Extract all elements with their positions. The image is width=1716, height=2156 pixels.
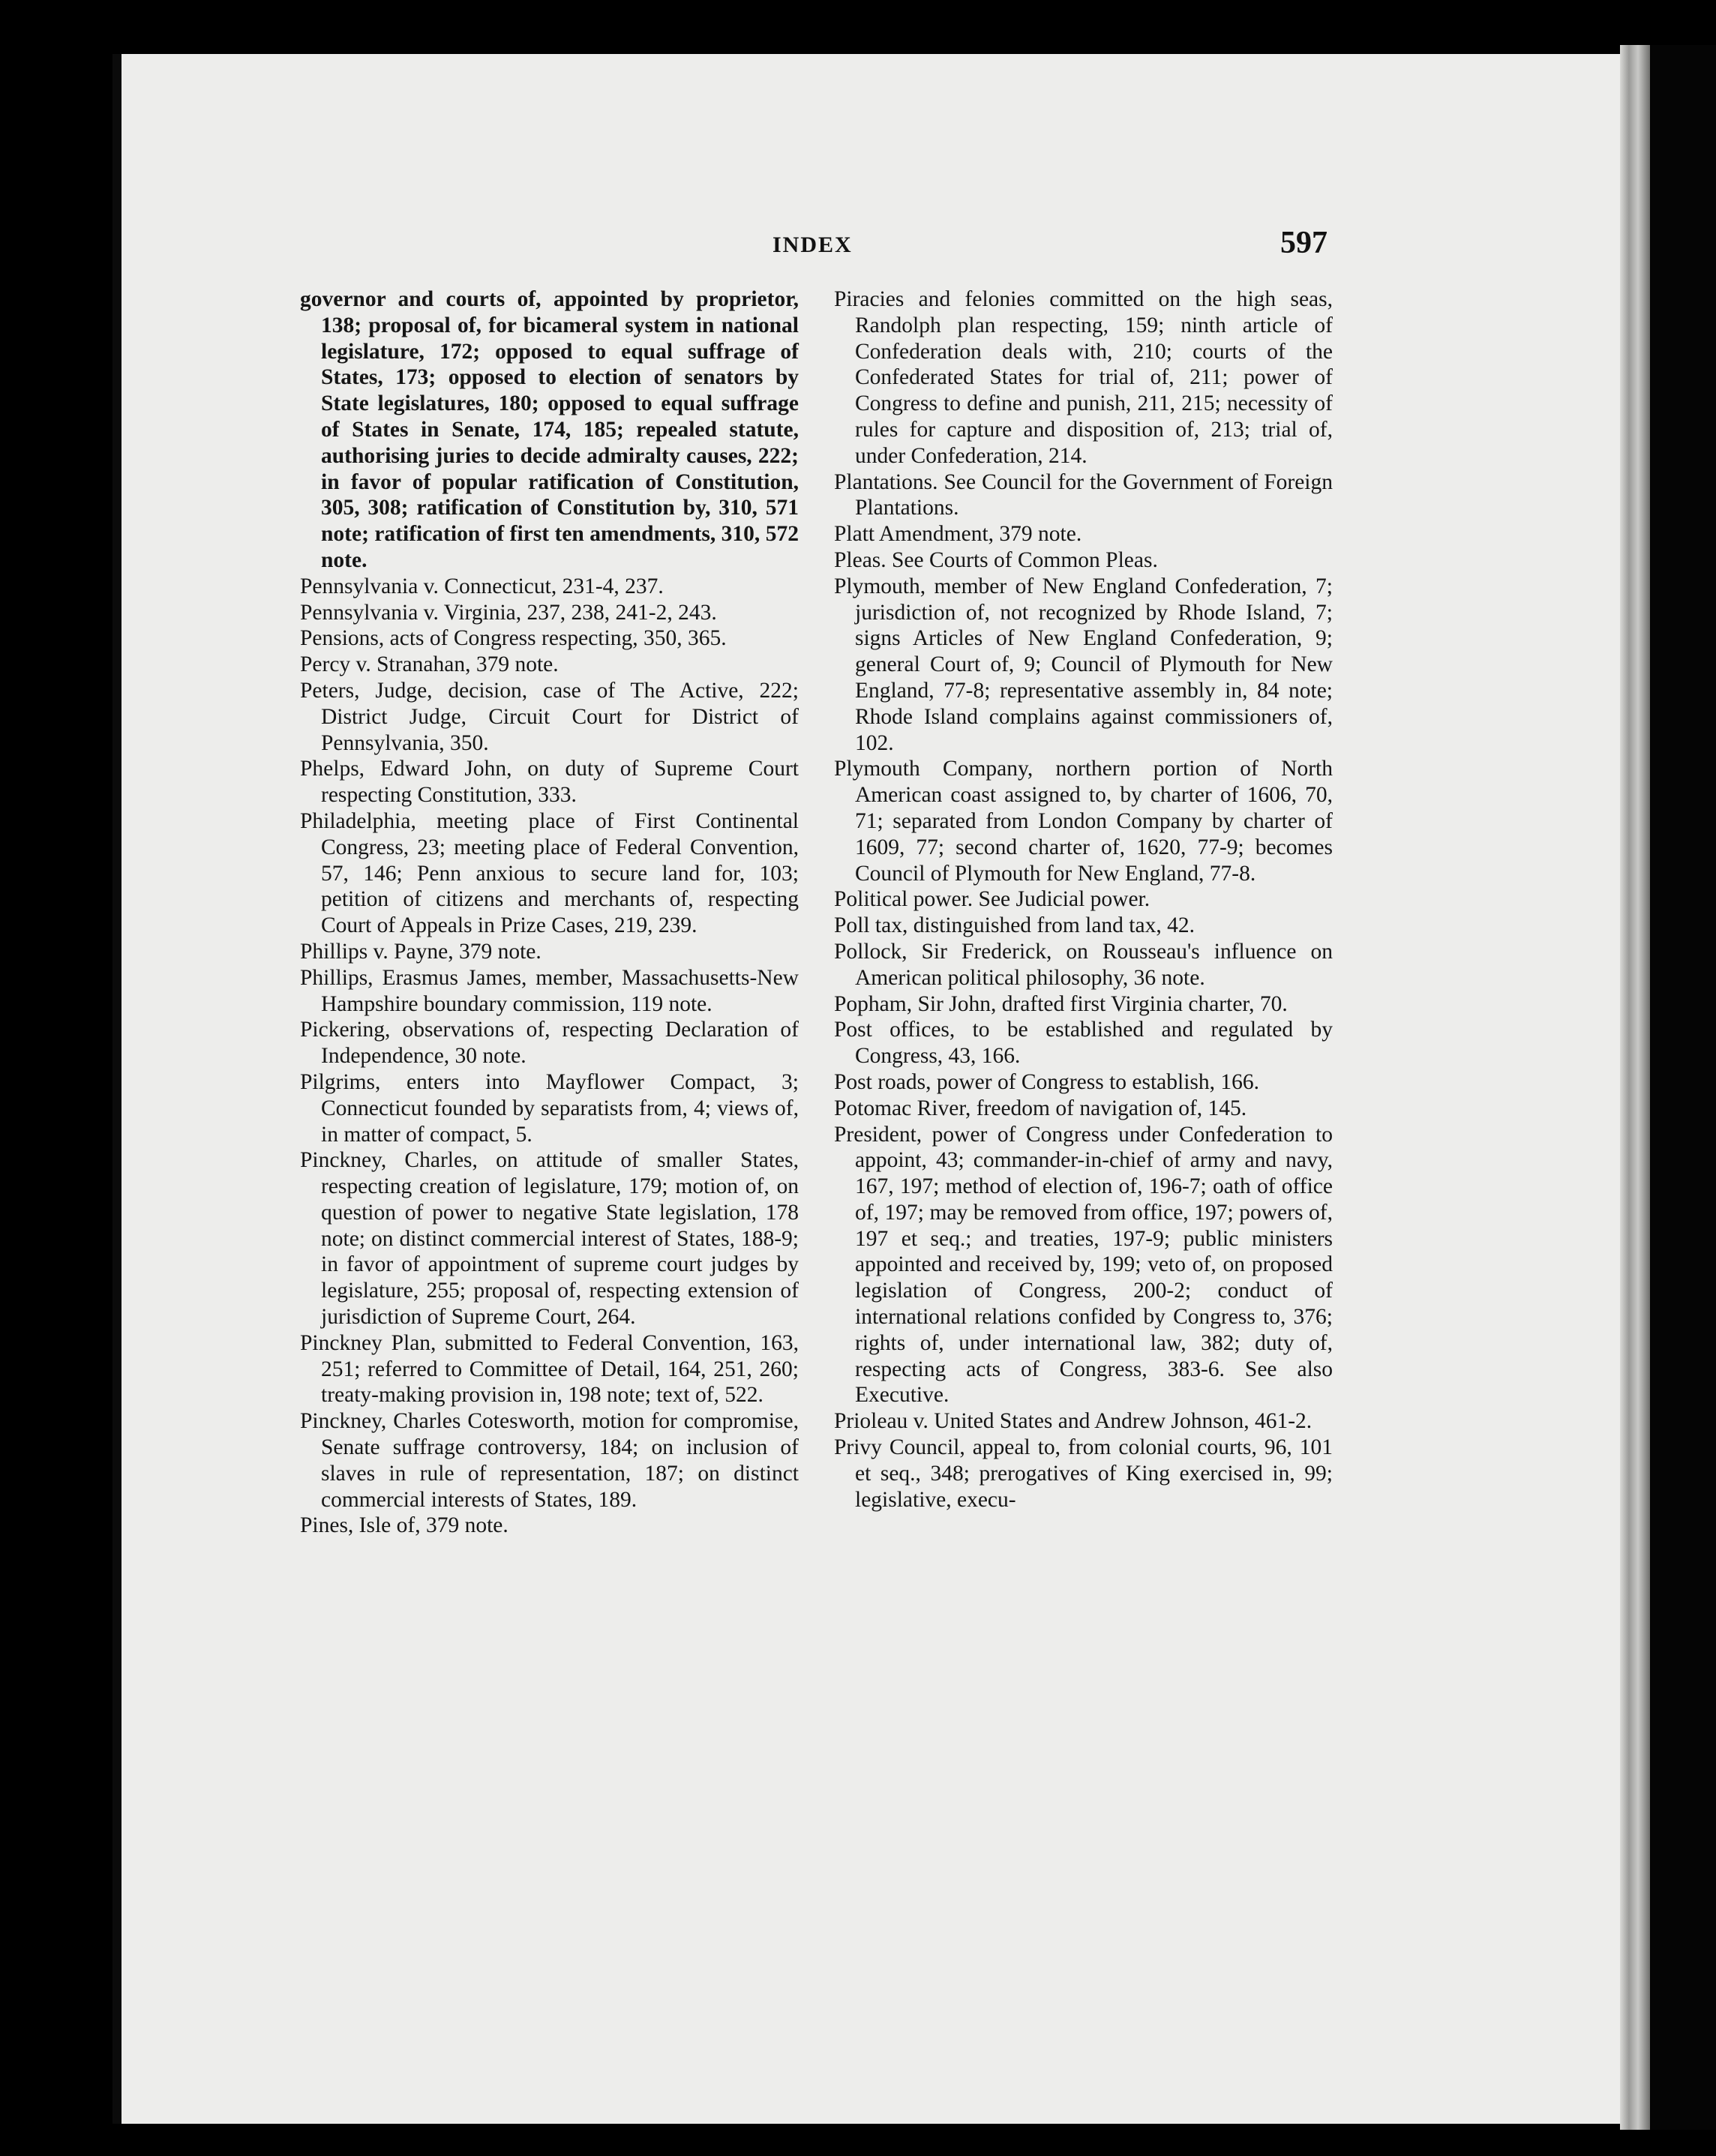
index-entry: Pensions, acts of Congress respecting, 350, 365. — [300, 626, 727, 651]
index-entry: Peters, Judge, decision, case of The Active, 222; District Judge, Circuit Court for District of Pennsylvania, 350. — [300, 678, 799, 755]
binding-edge — [112, 54, 122, 2124]
index-column-right — [834, 286, 1333, 1513]
index-entry: Popham, Sir John, drafted first Virginia charter, 70. — [834, 991, 1288, 1016]
index-column-left — [300, 286, 799, 1539]
index-entry: Pennsylvania v. Virginia, 237, 238, 241-2, 243. — [300, 600, 717, 625]
index-entry: Pinckney, Charles Cotesworth, motion for compromise, Senate suffrage controversy, 184; on inclusion of slaves in rule of representation, 187; on distinct commercial interests of States, 189. — [300, 1409, 799, 1512]
index-entry: Phelps, Edward John, on duty of Supreme Court respecting Constitution, 333. — [300, 757, 799, 808]
index-entry: Pollock, Sir Frederick, on Rousseau's influence on American political philosophy, 36 note. — [834, 939, 1333, 990]
index-entry: President, power of Congress under Confederation to appoint, 43; commander-in-chief of army and navy, 167, 197; method of election of, 196-7; oath of office of, 197; may be removed from office, 197; powers of, 197 et seq.; and treaties, 197-9; public ministers appointed and received by, 199; veto of, on proposed legislation of Congress, 200-2; conduct of international relations confided by Congress to, 376; rights of, under international law, 382; duty of, respecting acts of Congress, 383-6. See also Executive. — [834, 1122, 1333, 1408]
index-entry: Philadelphia, meeting place of First Continental Congress, 23; meeting place of Federal Convention, 57, 146; Penn anxious to secure land for, 103; petition of citizens and merchants of, respecting Court of Appeals in Prize Cases, 219, 239. — [300, 808, 799, 938]
index-entry: Pinckney, Charles, on attitude of smaller States, respecting creation of legislature, 179; motion of, on question of power to negative State legislation, 178 note; on distinct commercial interest of States, 188-9; in favor of appointment of supreme court judges by legislature, 255; proposal of, respecting extension of jurisdiction of Supreme Court, 264. — [300, 1148, 799, 1330]
index-entry: Political power. See Judicial power. — [834, 887, 1150, 912]
index-entry: Pilgrims, enters into Mayflower Compact, 3; Connecticut founded by separatists from, 4; views of, in matter of compact, 5. — [300, 1069, 799, 1147]
index-entry: Poll tax, distinguished from land tax, 42. — [834, 913, 1195, 938]
index-entry: Prioleau v. United States and Andrew Johnson, 461-2. — [834, 1409, 1312, 1434]
index-entry: Phillips, Erasmus James, member, Massachusetts-New Hampshire boundary commission, 119 note. — [300, 965, 799, 1016]
index-entry: Platt Amendment, 379 note. — [834, 522, 1082, 547]
index-entry: governor and courts of, appointed by proprietor, 138; proposal of, for bicameral system in national legislature, 172; opposed to equal suffrage of States, 173; opposed to election of senators by State legislatures, 180; opposed to equal suffrage of States in Senate, 174, 185; repealed statute, authorising juries to decide admiralty causes, 222; in favor of popular ratification of Constitution, 305, 308; ratification of Constitution by, 310, 571 note; ratification of first ten amendments, 310, 572 note. — [300, 287, 799, 572]
index-entry: Plymouth, member of New England Confederation, 7; jurisdiction of, not recognized by Rhode Island, 7; signs Articles of New England Confederation, 9; general Court of, 9; Council of Plymouth for New England, 77-8; representative assembly in, 84 note; Rhode Island complains against commissioners of, 102. — [834, 574, 1333, 755]
index-entry: Post offices, to be established and regulated by Congress, 43, 166. — [834, 1018, 1333, 1069]
scan-border — [1650, 45, 1716, 2130]
page-fore-edge — [1620, 45, 1650, 2130]
index-entry: Pickering, observations of, respecting Declaration of Independence, 30 note. — [300, 1018, 799, 1069]
index-entry: Plantations. See Council for the Government of Foreign Plantations. — [834, 469, 1333, 520]
running-head: INDEX — [772, 232, 853, 257]
index-entry: Pinckney Plan, submitted to Federal Convention, 163, 251; referred to Committee of Detail, 164, 251, 260; treaty-making provision in, 198 note; text of, 522. — [300, 1330, 799, 1408]
index-entry: Potomac River, freedom of navigation of, 145. — [834, 1096, 1247, 1120]
index-entry: Piracies and felonies committed on the high seas, Randolph plan respecting, 159; ninth article of Confederation deals with, 210; courts of the Confederated States for trial of, 211; power of Congress to define and punish, 211, 215; necessity of rules for capture and disposition of, 213; trial of, under Confederation, 214. — [834, 287, 1333, 468]
index-entry: Plymouth Company, northern portion of North American coast assigned to, by charter of 1606, 70, 71; separated from London Company by charter of 1609, 77; second charter of, 1620, 77-9; becomes Council of Plymouth for New England, 77-8. — [834, 757, 1333, 886]
page-header — [300, 225, 1328, 270]
index-entry: Post roads, power of Congress to establish, 166. — [834, 1069, 1260, 1094]
index-entry: Phillips v. Payne, 379 note. — [300, 939, 542, 964]
index-entry: Privy Council, appeal to, from colonial courts, 96, 101 et seq., 348; prerogatives of King exercised in, 99; legislative, execu- — [834, 1435, 1333, 1512]
index-entry: Pleas. See Courts of Common Pleas. — [834, 547, 1158, 572]
index-entry: Percy v. Stranahan, 379 note. — [300, 652, 559, 677]
index-entry: Pines, Isle of, 379 note. — [300, 1513, 508, 1538]
page-number: 597 — [1280, 226, 1328, 260]
index-entry: Pennsylvania v. Connecticut, 231-4, 237. — [300, 574, 664, 598]
